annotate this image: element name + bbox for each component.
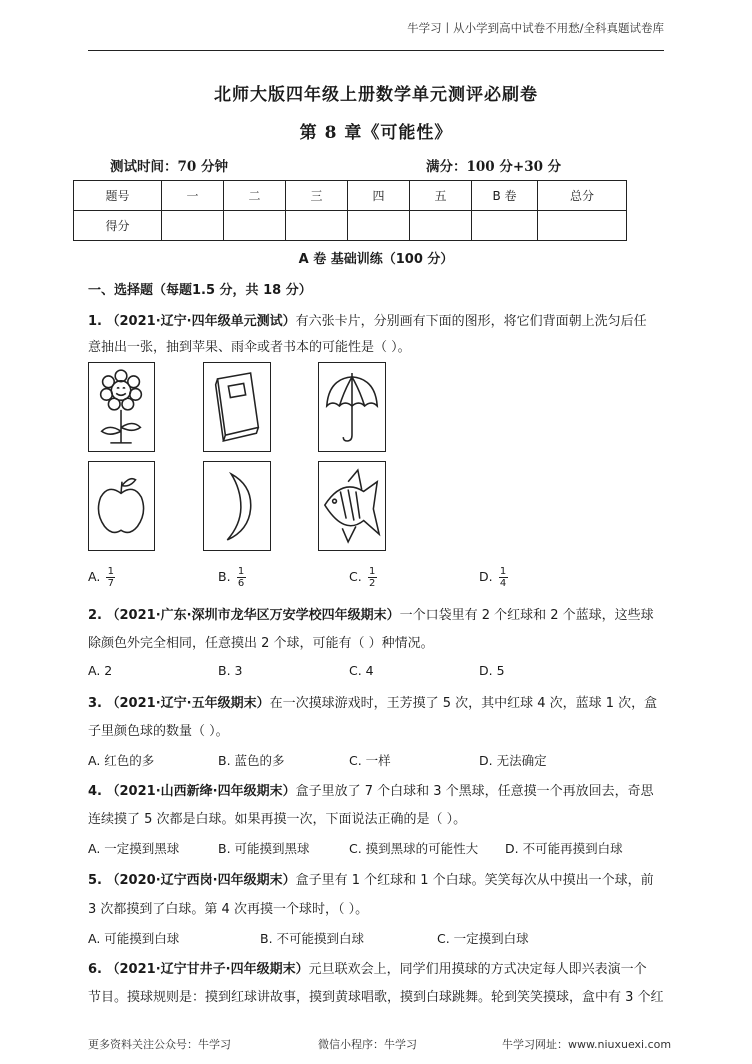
header-text: 牛学习丨从小学到高中试卷不用愁/全科真题试卷库 [407, 21, 664, 35]
question-source: 2. （2021·广东·深圳市龙华区万安学校四年级期末） [88, 608, 400, 623]
option-label: C. [349, 569, 362, 584]
question-1-option-a[interactable] [88, 566, 115, 589]
section-a-heading: A 卷 基础训练（100 分） [298, 252, 454, 267]
question-2-line-1 [88, 604, 654, 623]
test-time: 测试时间：70 分钟 [110, 159, 228, 175]
score-cell [162, 211, 224, 241]
question-5-line-1 [88, 869, 654, 888]
question-source: 4. （2021·山西新绛·四年级期末） [88, 784, 296, 799]
question-1-line-2: 意抽出一张，抽到苹果、雨伞或者书本的可能性是（ ）。 [88, 340, 411, 355]
question-1-option-c[interactable] [349, 566, 377, 589]
table-cell: 一 [162, 181, 224, 211]
question-5-option-c[interactable]: C. 一定摸到白球 [437, 931, 529, 946]
question-3-line-1 [88, 692, 657, 711]
question-4-option-d[interactable]: D. 不可能再摸到白球 [505, 841, 623, 856]
question-4-option-b[interactable]: B. 可能摸到黑球 [218, 841, 310, 856]
score-table-score-row [74, 211, 627, 241]
question-2-option-b[interactable]: B. 3 [218, 663, 243, 678]
table-cell: 二 [224, 181, 286, 211]
question-text: 盒子里有 1 个红球和 1 个白球。笑笑每次从中摸出一个球，前 [295, 873, 654, 888]
question-3-line-2: 子里颜色球的数量（ ）。 [88, 724, 229, 739]
question-6-line-2: 节目。摸球规则是：摸到红球讲故事，摸到黄球唱歌，摸到白球跳舞。轮到笑笑摸球，盒中有 3 个红 [88, 990, 664, 1005]
question-4-line-2: 连续摸了 5 次都是白球。如果再摸一次，下面说法正确的是（ ）。 [88, 812, 467, 827]
question-text: 有六张卡片，分别画有下面的图形，将它们背面朝上洗匀后任 [295, 314, 647, 329]
table-cell: 四 [348, 181, 410, 211]
apple-icon [89, 462, 154, 550]
question-6-line-1 [88, 958, 647, 977]
footer-mini-program: 微信小程序：牛学习 [318, 1038, 417, 1051]
question-5-line-2: 3 次都摸到了白球。第 4 次再摸一个球时，（ ）。 [88, 902, 369, 917]
footer-website-link[interactable]: 牛学习网址：www.niuxuexi.com [502, 1038, 672, 1051]
table-cell: B 卷 [472, 181, 538, 211]
question-5-option-a[interactable]: A. 可能摸到白球 [88, 931, 180, 946]
fraction [368, 566, 377, 589]
chapter-title: 第 8 章《可能性》 [299, 123, 453, 143]
score-table [73, 180, 627, 241]
footer-wechat-account: 更多资料关注公众号：牛学习 [88, 1038, 231, 1051]
question-3-option-a[interactable]: A. 红色的多 [88, 753, 155, 768]
question-3-option-b[interactable]: B. 蓝色的多 [218, 753, 285, 768]
score-cell [348, 211, 410, 241]
question-text: 在一次摸球游戏时，王芳摸了 5 次，其中红球 4 次，蓝球 1 次，盒 [269, 696, 658, 711]
option-label: A. [88, 569, 101, 584]
book-icon [204, 363, 270, 451]
umbrella-icon [319, 363, 385, 451]
fish-card [318, 461, 386, 551]
moon-card [203, 461, 271, 551]
question-source: 1. （2021·辽宁·四年级单元测试） [88, 314, 296, 329]
score-table-header-row [74, 181, 627, 211]
table-cell: 三 [286, 181, 348, 211]
section1-heading: 一、选择题（每题1.5 分，共 18 分） [88, 283, 312, 298]
fraction-numerator: 1 [107, 566, 114, 577]
option-label: D. [479, 569, 493, 584]
question-text: 盒子里放了 7 个白球和 3 个黑球，任意摸一个再放回去，奇思 [295, 784, 654, 799]
fraction-numerator: 1 [499, 566, 507, 577]
fraction [106, 566, 115, 589]
question-2-option-c[interactable]: C. 4 [349, 663, 374, 678]
question-source: 6. （2021·辽宁甘井子·四年级期末） [88, 962, 309, 977]
question-3-option-d[interactable]: D. 无法确定 [479, 753, 547, 768]
book-card [203, 362, 271, 452]
question-source: 3. （2021·辽宁·五年级期末） [88, 696, 270, 711]
fraction-numerator: 1 [369, 566, 376, 577]
fraction-denominator: 2 [369, 578, 376, 589]
question-2-option-d[interactable]: D. 5 [479, 663, 505, 678]
score-cell [410, 211, 472, 241]
apple-card [88, 461, 155, 551]
full-score: 满分：100 分+30 分 [426, 159, 562, 175]
score-cell [286, 211, 348, 241]
table-cell: 总分 [538, 181, 627, 211]
fraction-numerator: 1 [237, 566, 245, 577]
question-4-option-a[interactable]: A. 一定摸到黑球 [88, 841, 180, 856]
fraction [499, 566, 508, 589]
question-4-option-c[interactable]: C. 摸到黑球的可能性大 [349, 841, 479, 856]
score-cell [538, 211, 627, 241]
flower-icon [89, 363, 154, 451]
fraction-denominator: 7 [107, 578, 114, 589]
question-source: 5. （2020·辽宁西岗·四年级期末） [88, 873, 296, 888]
moon-icon [204, 462, 270, 550]
page-title: 北师大版四年级上册数学单元测评必刷卷 [214, 85, 538, 105]
question-1-option-b[interactable] [218, 566, 246, 589]
fraction [237, 566, 246, 589]
score-cell [224, 211, 286, 241]
umbrella-card [318, 362, 386, 452]
table-cell: 题号 [74, 181, 162, 211]
header-divider [88, 50, 664, 51]
question-1-line-1 [88, 310, 647, 329]
question-1-option-d[interactable] [479, 566, 508, 589]
question-2-line-2: 除颜色外完全相同，任意摸出 2 个球，可能有（ ）种情况。 [88, 636, 434, 651]
option-label: B. [218, 569, 231, 584]
question-2-option-a[interactable]: A. 2 [88, 663, 113, 678]
flower-card [88, 362, 155, 452]
table-cell: 五 [410, 181, 472, 211]
question-4-line-1 [88, 780, 654, 799]
score-cell [472, 211, 538, 241]
question-5-option-b[interactable]: B. 不可能摸到白球 [260, 931, 365, 946]
fraction-denominator: 4 [499, 578, 507, 589]
fraction-denominator: 6 [237, 578, 245, 589]
table-cell: 得分 [74, 211, 162, 241]
fish-icon [319, 462, 385, 550]
question-3-option-c[interactable]: C. 一样 [349, 753, 391, 768]
question-text: 元旦联欢会上，同学们用摸球的方式决定每人即兴表演一个 [308, 962, 647, 977]
question-text: 一个口袋里有 2 个红球和 2 个蓝球，这些球 [399, 608, 654, 623]
